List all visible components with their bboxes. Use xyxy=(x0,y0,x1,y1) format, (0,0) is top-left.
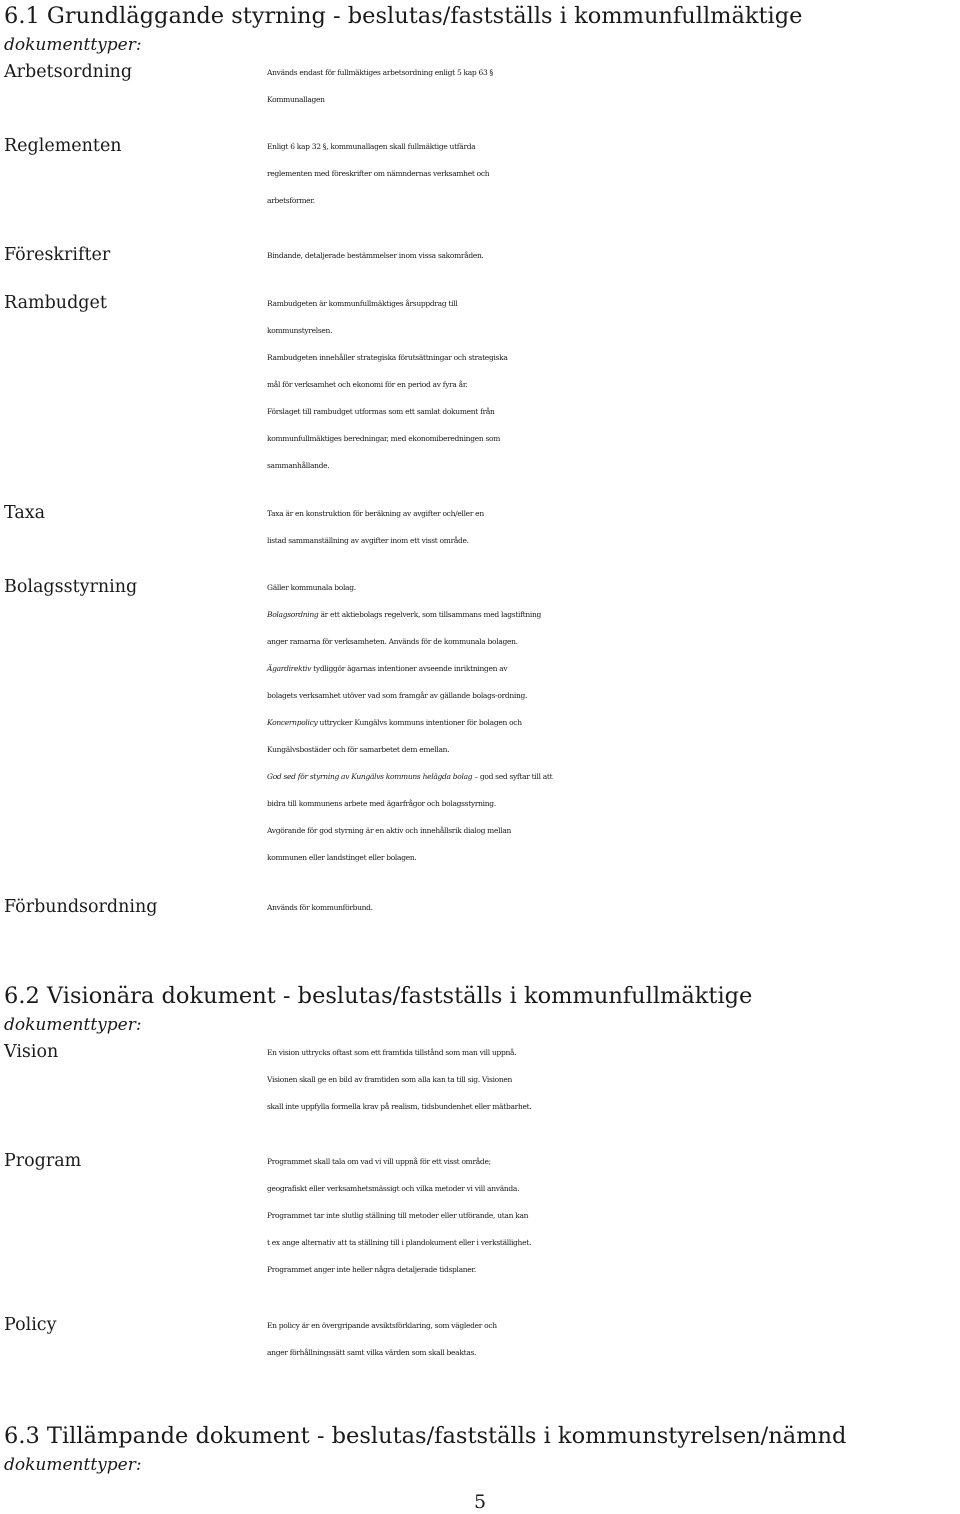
desc-line: Kommunallagen xyxy=(267,95,325,104)
term-program: Program xyxy=(4,1151,82,1171)
term-bolagsstyrning: Bolagsstyrning xyxy=(4,577,138,597)
desc-line: arbetsformer. xyxy=(267,196,315,205)
desc-policy xyxy=(267,1312,960,1366)
desc-line: listad sammanställning av avgifter inom ett visst område. xyxy=(267,536,469,545)
term-policy: Policy xyxy=(4,1315,57,1335)
desc-foreskrifter xyxy=(267,242,960,269)
desc-line: Visionen skall ge en bild av framtiden som alla kan ta till sig. Visionen xyxy=(267,1075,513,1084)
desc-rambudget xyxy=(267,290,960,479)
desc-program xyxy=(267,1148,960,1283)
desc-line: Taxa är en konstruktion för beräkning av avgifter och/eller en xyxy=(267,509,484,518)
desc-line: Kungälvsbostäder och för samarbetet dem emellan. xyxy=(267,745,450,754)
section-heading-6-2: 6.2 Visionära dokument - beslutas/fastställs i kommunfullmäktige xyxy=(4,983,753,1009)
desc-line: Programmet skall tala om vad vi vill uppnå för ett visst område; xyxy=(267,1157,491,1166)
italic-term: Ägardirektiv xyxy=(267,664,312,673)
desc-line: En vision uttrycks oftast som ett framtida tillstånd som man vill uppnå. xyxy=(267,1048,517,1057)
term-rambudget: Rambudget xyxy=(4,293,107,313)
desc-line: geografiskt eller verksamhetsmässigt och vilka metoder vi vill använda. xyxy=(267,1184,520,1193)
desc-line: Förslaget till rambudget utformas som ett samlat dokument från xyxy=(267,407,495,416)
desc-line: kommunstyrelsen. xyxy=(267,326,333,335)
desc-line: t ex ange alternativ att ta ställning till i plandokument eller i verkställighet. xyxy=(267,1238,532,1247)
desc-line: Bindande, detaljerade bestämmelser inom vissa sakområden. xyxy=(267,251,484,260)
desc-text: – god sed syftar till att xyxy=(472,772,553,781)
desc-line: kommunfullmäktiges beredningar, med ekonomiberedningen som xyxy=(267,434,501,443)
desc-text: är ett aktiebolags regelverk, som tillsammans med lagstiftning xyxy=(318,610,541,619)
desc-line: Rambudgeten är kommunfullmäktiges årsuppdrag till xyxy=(267,299,458,308)
desc-line: Rambudgeten innehåller strategiska förutsättningar och strategiska xyxy=(267,353,508,362)
term-foreskrifter: Föreskrifter xyxy=(4,245,111,265)
desc-bolagsstyrning xyxy=(267,574,960,871)
desc-line: Programmet tar inte slutlig ställning till metoder eller utförande, utan kan xyxy=(267,1211,529,1220)
desc-line: anger ramarna för verksamheten. Används för de kommunala bolagen. xyxy=(267,637,518,646)
desc-line: Gäller kommunala bolag. xyxy=(267,583,356,592)
desc-line: mål för verksamhet och ekonomi för en period av fyra år. xyxy=(267,380,468,389)
desc-taxa xyxy=(267,500,960,554)
italic-term: God sed för styrning av Kungälvs kommuns helägda bolag xyxy=(267,772,473,781)
italic-term: Koncernpolicy xyxy=(267,718,318,727)
desc-line: Avgörande för god styrning är en aktiv och innehållsrik dialog mellan xyxy=(267,826,512,835)
desc-line: anger förhållningssätt samt vilka värden som skall beaktas. xyxy=(267,1348,477,1357)
desc-text: tydliggör ägarnas intentioner avseende inriktningen av xyxy=(311,664,508,673)
section-subheading-6-2: dokumenttyper: xyxy=(4,1015,142,1035)
desc-line: bolagets verksamhet utöver vad som framgår av gällande bolags-ordning. xyxy=(267,691,528,700)
desc-line xyxy=(267,709,960,736)
desc-reglementen xyxy=(267,133,960,214)
term-arbetsordning: Arbetsordning xyxy=(4,62,133,82)
desc-line: sammanhållande. xyxy=(267,461,330,470)
desc-line: Används endast för fullmäktiges arbetsordning enligt 5 kap 63 § xyxy=(267,68,493,77)
desc-line xyxy=(267,763,960,790)
desc-line: kommunen eller landstinget eller bolagen. xyxy=(267,853,417,862)
term-forbundsordning: Förbundsordning xyxy=(4,897,158,917)
term-vision: Vision xyxy=(4,1042,59,1062)
desc-line xyxy=(267,601,960,628)
term-reglementen: Reglementen xyxy=(4,136,122,156)
desc-line: Enligt 6 kap 32 §, kommunallagen skall fullmäktige utfärda xyxy=(267,142,476,151)
desc-line: Används för kommunförbund. xyxy=(267,903,373,912)
section-heading-6-1: 6.1 Grundläggande styrning - beslutas/fastställs i kommunfullmäktige xyxy=(4,3,803,29)
desc-line: bidra till kommunens arbete med ägarfrågor och bolagsstyrning. xyxy=(267,799,496,808)
desc-line: reglementen med föreskrifter om nämndernas verksamhet och xyxy=(267,169,490,178)
desc-arbetsordning xyxy=(267,59,960,113)
section-subheading-6-1: dokumenttyper: xyxy=(4,35,142,55)
term-taxa: Taxa xyxy=(4,503,46,523)
italic-term: Bolagsordning xyxy=(267,610,319,619)
section-heading-6-3: 6.3 Tillämpande dokument - beslutas/fastställs i kommunstyrelsen/nämnd xyxy=(4,1423,847,1449)
desc-forbundsordning xyxy=(267,894,960,921)
desc-line: skall inte uppfylla formella krav på realism, tidsbundenhet eller mätbarhet. xyxy=(267,1102,532,1111)
desc-line: En policy är en övergripande avsiktsförklaring, som vägleder och xyxy=(267,1321,497,1330)
desc-vision xyxy=(267,1039,960,1120)
desc-line: Programmet anger inte heller några detaljerade tidsplaner. xyxy=(267,1265,476,1274)
section-subheading-6-3: dokumenttyper: xyxy=(4,1455,142,1475)
desc-text: uttrycker Kungälvs kommuns intentioner för bolagen och xyxy=(317,718,522,727)
page-number: 5 xyxy=(474,1491,487,1513)
desc-line xyxy=(267,655,960,682)
